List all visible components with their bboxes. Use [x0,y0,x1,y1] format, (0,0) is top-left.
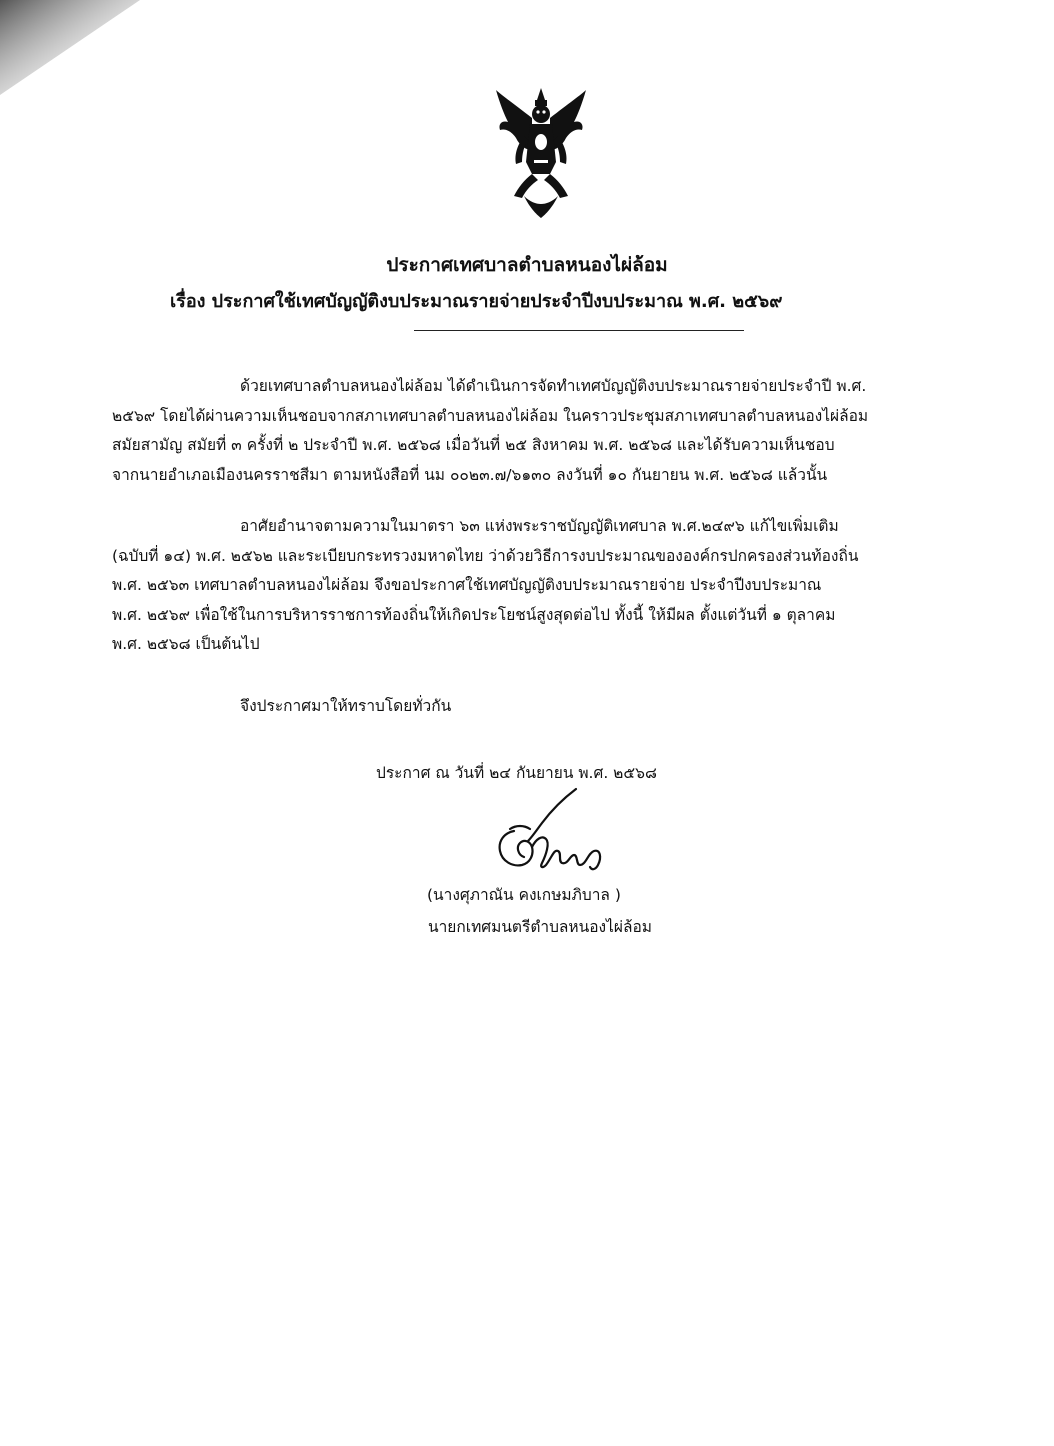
paragraph-1-line: จากนายอำเภอเมืองนครราชสีมา ตามหนังสือที่ นม ๐๐๒๓.๗/๖๑๓๐ ลงวันที่ ๑๐ กันยายน พ.ศ. ๒๕๖๘ แล้วนั้น [112,465,828,484]
document-title: ประกาศเทศบาลตำบลหนองไผ่ล้อม [386,254,668,276]
paragraph-2-line: พ.ศ. ๒๕๖๘ เป็นต้นไป [112,635,260,653]
scan-corner-shadow [0,0,160,110]
paragraph-1-line: สมัยสามัญ สมัยที่ ๓ ครั้งที่ ๒ ประจำปี พ.ศ. ๒๕๖๘ เมื่อวันที่ ๒๕ สิงหาคม พ.ศ. ๒๕๖๘ และได้รับความเห็นชอบ [112,436,835,454]
title-divider [414,330,744,331]
garuda-emblem-icon [494,84,588,220]
document-subject: เรื่อง ประกาศใช้เทศบัญญัติงบประมาณรายจ่ายประจำปีงบประมาณ พ.ศ. ๒๕๖๙ [170,291,783,312]
paragraph-2-line: อาศัยอำนาจตามความในมาตรา ๖๓ แห่งพระราชบัญญัติเทศบาล พ.ศ.๒๔๙๖ แก้ไขเพิ่มเติม [240,517,839,535]
paragraph-2-line: พ.ศ. ๒๕๖๓ เทศบาลตำบลหนองไผ่ล้อม จึงขอประกาศใช้เทศบัญญัติงบประมาณรายจ่าย ประจำปีงบประมาณ [112,576,822,594]
announcement-date: ประกาศ ณ วันที่ ๒๔ กันยายน พ.ศ. ๒๕๖๘ [376,764,657,782]
signer-name: (นางศุภาณัน คงเกษมภิบาล ) [427,886,621,904]
closing-statement: จึงประกาศมาให้ทราบโดยทั่วกัน [240,697,452,715]
paragraph-2-line: พ.ศ. ๒๕๖๙ เพื่อใช้ในการบริหารราชการท้องถิ่นให้เกิดประโยชน์สูงสุดต่อไป ทั้งนี้ ให้มีผล ตั้งแต่วันที่ ๑ ตุลาคม [112,605,836,624]
signer-position: นายกเทศมนตรีตำบลหนองไผ่ล้อม [428,918,653,936]
paragraph-2-line: (ฉบับที่ ๑๔) พ.ศ. ๒๕๖๒ และระเบียบกระทรวงมหาดไทย ว่าด้วยวิธีการงบประมาณขององค์กรปกครองส่วนท้องถิ่น [112,546,859,565]
paragraph-1-line: ด้วยเทศบาลตำบลหนองไผ่ล้อม ได้ดำเนินการจัดทำเทศบัญญัติงบประมาณรายจ่ายประจำปี พ.ศ. [240,377,867,395]
paragraph-1-line: ๒๕๖๙ โดยได้ผ่านความเห็นชอบจากสภาเทศบาลตำบลหนองไผ่ล้อม ในคราวประชุมสภาเทศบาลตำบลหนองไผ่ล้อม [112,406,869,425]
handwritten-signature [484,785,610,885]
paragraph-1 [112,372,982,490]
paragraph-2 [112,512,982,660]
